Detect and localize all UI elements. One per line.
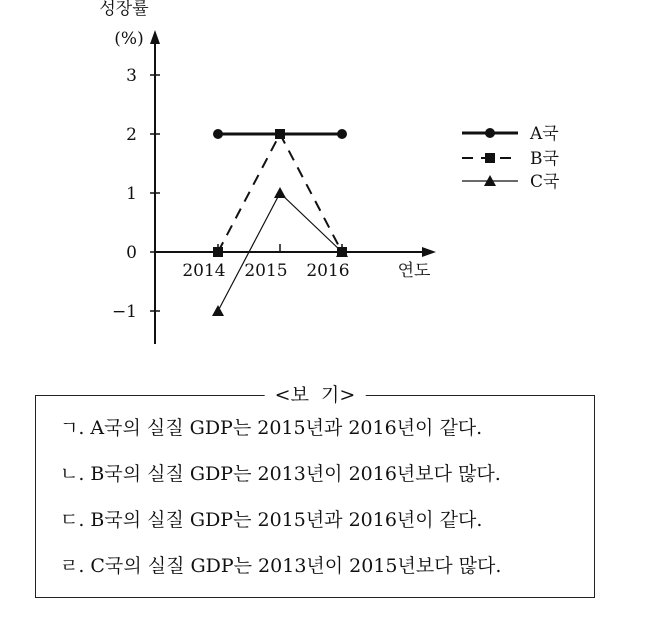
series-point-2 xyxy=(213,247,223,257)
y-axis-arrow xyxy=(150,30,160,44)
legend-label-2: B국 xyxy=(530,149,559,169)
y-tick-label: 3 xyxy=(126,66,137,86)
statement-3: ㄷ. B국의 실질 GDP는 2015년과 2016년이 같다. xyxy=(60,509,483,531)
series-point-3 xyxy=(274,187,286,198)
y-tick-label: 1 xyxy=(126,184,137,204)
y-axis-unit: (%) xyxy=(114,29,144,49)
y-tick-label: −1 xyxy=(111,302,137,322)
y-axis-title: 성장률 xyxy=(99,0,149,19)
x-axis-title: 연도 xyxy=(397,261,431,281)
x-tick-label: 2016 xyxy=(306,261,350,281)
legend xyxy=(462,124,560,192)
bogi-box xyxy=(35,384,595,598)
x-tick-label: 2014 xyxy=(182,261,226,281)
series-point-1 xyxy=(337,129,347,139)
legend-marker-1 xyxy=(485,128,495,138)
bogi-title: <보 기> xyxy=(265,383,366,407)
y-tick-label: 2 xyxy=(126,125,137,145)
legend-marker-2 xyxy=(485,153,495,163)
series-point-2 xyxy=(275,129,285,139)
y-tick-label: 0 xyxy=(126,243,137,263)
x-axis-arrow xyxy=(422,247,436,257)
series-point-3 xyxy=(212,305,224,316)
legend-label-1: A국 xyxy=(530,124,559,144)
statement-2: ㄴ. B국의 실질 GDP는 2013년이 2016년보다 많다. xyxy=(60,463,501,485)
statement-4: ㄹ. C국의 실질 GDP는 2013년이 2015년보다 많다. xyxy=(60,555,502,577)
plot-area xyxy=(112,66,350,322)
legend-label-3: C국 xyxy=(530,172,560,192)
statement-1: ㄱ. A국의 실질 GDP는 2015년과 2016년이 같다. xyxy=(60,417,483,439)
series-point-1 xyxy=(213,129,223,139)
x-tick-label: 2015 xyxy=(244,261,288,281)
